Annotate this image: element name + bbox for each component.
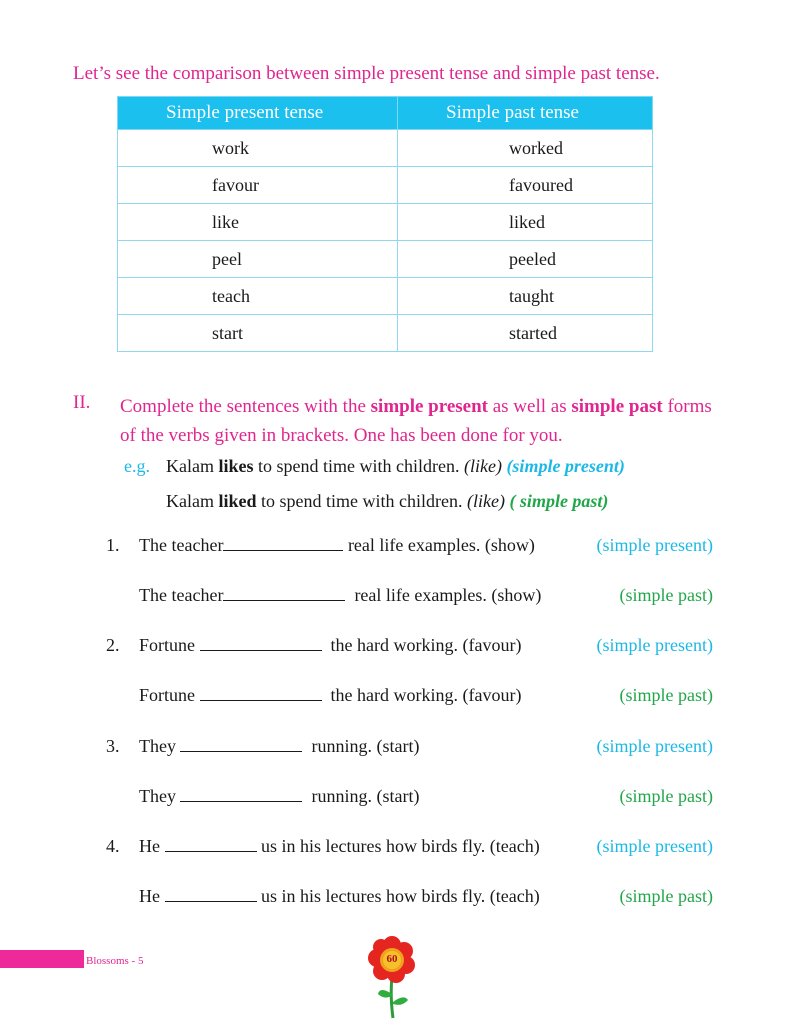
question-number: 3.: [106, 736, 120, 756]
question-line: [139, 635, 521, 656]
table-cell: worked: [398, 130, 653, 167]
table-cell: favoured: [398, 167, 653, 204]
question-text: running. (start): [311, 736, 420, 756]
question-line: [139, 585, 541, 606]
instruction-bold: simple present: [370, 396, 488, 417]
question-text: The teacher: [139, 535, 224, 555]
table-cell: peeled: [398, 241, 653, 278]
tense-tag: (simple present): [596, 836, 713, 856]
example-text: to spend time with children.: [256, 491, 467, 511]
example-text: Kalam: [166, 456, 219, 476]
table-row: [118, 241, 653, 278]
footer-bar: [0, 950, 84, 968]
question-line: [139, 535, 535, 556]
table-row: [118, 315, 653, 352]
answer-blank[interactable]: [165, 887, 257, 902]
example-line-present: [166, 456, 625, 477]
question-text: They: [139, 736, 176, 756]
tense-tag: (simple present): [596, 635, 713, 655]
table-row: [118, 130, 653, 167]
example-verb: likes: [218, 456, 254, 476]
example-hint: (like): [466, 491, 505, 511]
table-cell: started: [398, 315, 653, 352]
table-row: [118, 167, 653, 204]
tense-comparison-table: [117, 96, 653, 352]
question-text: Fortune: [139, 635, 195, 655]
table-cell: like: [118, 204, 398, 241]
question-number: 1.: [106, 535, 120, 555]
table-header-present: Simple present tense: [118, 97, 398, 130]
table-cell: taught: [398, 278, 653, 315]
question-text: He: [139, 886, 160, 906]
table-cell: teach: [118, 278, 398, 315]
table-cell: liked: [398, 204, 653, 241]
question-text: the hard working. (favour): [330, 635, 522, 655]
question-line: [139, 736, 419, 757]
intro-text: Let’s see the comparison between simple present tense and simple past tense.: [73, 63, 660, 84]
question-line: [139, 685, 521, 706]
example-hint: (like): [463, 456, 502, 476]
footer-book-title: Blossoms - 5: [86, 955, 144, 967]
answer-blank[interactable]: [180, 787, 302, 802]
page-number: 60: [386, 953, 398, 965]
question-text: He: [139, 836, 160, 856]
example-tag: ( simple past): [509, 491, 609, 511]
answer-blank[interactable]: [165, 837, 257, 852]
question-text: us in his lectures how birds fly. (teach): [261, 886, 540, 906]
answer-blank[interactable]: [223, 586, 345, 601]
question-text: real life examples. (show): [354, 585, 542, 605]
question-text: the hard working. (favour): [330, 685, 522, 705]
answer-blank[interactable]: [200, 636, 322, 651]
instruction-text: Complete the sentences with the: [120, 396, 371, 417]
example-line-past: [166, 491, 608, 512]
table-row: [118, 278, 653, 315]
instruction-bold: simple past: [571, 396, 663, 417]
answer-blank[interactable]: [200, 686, 322, 701]
table-cell: work: [118, 130, 398, 167]
example-tag: (simple present): [506, 456, 625, 476]
question-text: They: [139, 786, 176, 806]
question-line: [139, 836, 540, 857]
tense-tag: (simple past): [619, 786, 713, 806]
question-text: running. (start): [311, 786, 420, 806]
question-text: The teacher: [139, 585, 224, 605]
tense-tag: (simple past): [619, 685, 713, 705]
table-header-row: [118, 97, 653, 130]
question-line: [139, 786, 419, 807]
example-verb: liked: [218, 491, 257, 511]
table-row: [118, 204, 653, 241]
question-text: Fortune: [139, 685, 195, 705]
question-text: us in his lectures how birds fly. (teach): [261, 836, 540, 856]
tense-tag: (simple past): [619, 886, 713, 906]
table-header-past: Simple past tense: [398, 97, 653, 130]
question-number: 4.: [106, 836, 120, 856]
example-text: Kalam: [166, 491, 219, 511]
question-number: 2.: [106, 635, 120, 655]
flower-icon: [368, 936, 416, 1020]
question-line: [139, 886, 540, 907]
table-cell: start: [118, 315, 398, 352]
section-instructions: [120, 392, 720, 450]
table-cell: favour: [118, 167, 398, 204]
answer-blank[interactable]: [180, 737, 302, 752]
example-label: e.g.: [124, 456, 150, 476]
example-text: to spend time with children.: [253, 456, 464, 476]
section-number: II.: [73, 392, 91, 413]
tense-tag: (simple past): [619, 585, 713, 605]
instruction-text: as well as: [487, 396, 572, 417]
question-text: real life examples. (show): [347, 535, 535, 555]
instruction-text: forms of the verbs given in brackets. One has been done for you.: [120, 396, 712, 446]
table-cell: peel: [118, 241, 398, 278]
tense-tag: (simple present): [596, 535, 713, 555]
answer-blank[interactable]: [223, 536, 343, 551]
tense-tag: (simple present): [596, 736, 713, 756]
